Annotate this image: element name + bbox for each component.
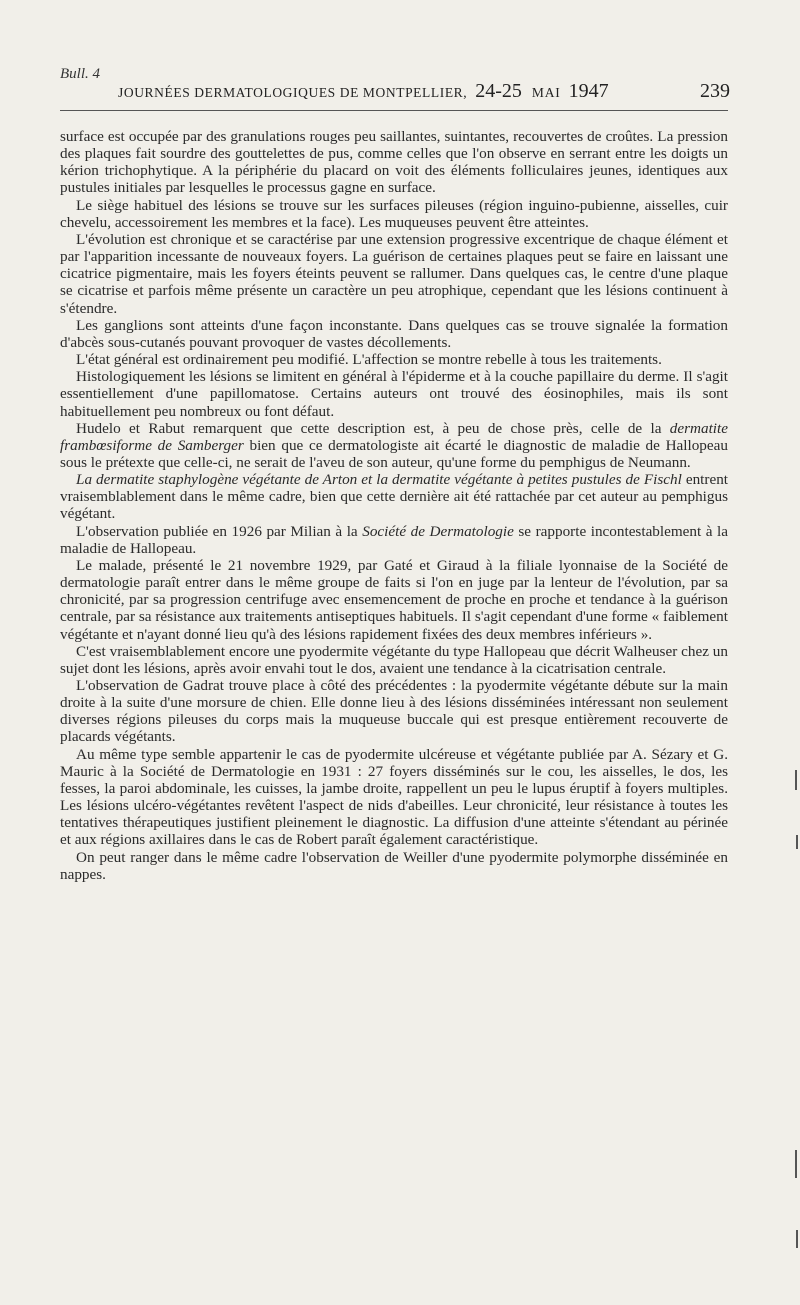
running-header [118, 80, 730, 103]
scan-edge-mark [795, 770, 797, 790]
paragraph: Histologiquement les lésions se limitent en général à l'épiderme et à la couche papillaire du derme. Il s'agit essentiellement d'une papillomatose. Certains auteurs ont trouvé des éosinophiles, mais ils sont habituellement peu nombreux ou font défaut. [60, 368, 728, 420]
scan-edge-mark [795, 1150, 797, 1178]
paragraph: Au même type semble appartenir le cas de pyodermite ulcéreuse et végétante publiée par A. Sézary et G. Mauric à la Société de Dermatologie en 1931 : 27 foyers disséminés sur le cou, les aisselles, le dos, les fesses, la paroi abdominale, les cuisses, la jambe droite, rappellent un peu le lupus éruptif à foyers multiples. Les lésions ulcéro-végétantes revêtent l'aspect de nids d'abeilles. Leur chronicité, leur résistance à toutes les tentatives thérapeutiques justifient pleinement le diagnostic. La diffusion d'une atteinte s'étendant au périnée et aux régions axillaires dans le cas de Robert paraît également caractéristique. [60, 745, 728, 849]
italic-citation: dermatite frambœsiforme de Samberger [60, 419, 728, 454]
header-dates: 24-25 [475, 80, 522, 102]
paragraph-text: bien que ce dermatologiste ait écarté le diagnostic de maladie de Hallopeau sous le prétexte que celle-ci, ne serait de l'aveu de son auteur, qu'une forme du pemphigus de Neumann. [60, 436, 728, 471]
header-rule [60, 110, 728, 111]
paragraph: L'observation de Gadrat trouve place à côté des précédentes : la pyodermite végétante débute sur la main droite à la suite d'une morsure de chien. Elle donne lieu à des lésions disséminées intéressant non seulement diverses régions pileuses du corps mais la muqueuse buccale qui est presque entièrement recouverte de placards végétants. [60, 677, 728, 746]
header-year: 1947 [568, 80, 609, 102]
paragraph-text: se rapporte incontestablement à la maladie de Hallopeau. [60, 522, 729, 557]
header-month: MAI [531, 85, 561, 100]
paragraph: Les ganglions sont atteints d'une façon inconstante. Dans quelques cas se trouve signalée la formation d'abcès sous-cutanés pouvant provoquer de vastes décollements. [60, 316, 728, 351]
paragraph: L'état général est ordinairement peu modifié. L'affection se montre rebelle à tous les traitements. [76, 351, 662, 369]
paragraph: On peut ranger dans le même cadre l'observation de Weiller d'une pyodermite polymorphe disséminée en nappes. [60, 848, 728, 883]
paragraph-text: entrent vraisemblablement dans le même cadre, bien que cette dernière ait été rattachée par cet auteur au pemphigus végétant. [60, 471, 729, 523]
journal-title: JOURNÉES DERMATOLOGIQUES DE MONTPELLIER, [118, 85, 468, 100]
scan-edge-mark [796, 835, 798, 849]
paragraph: surface est occupée par des granulations rouges peu saillantes, suintantes, recouvertes de croûtes. La pression des plaques fait sourdre des gouttelettes de pus, comme celles que l'on observe en serrant entre les doigts un kérion trichophytique. A la périphérie du placard on voit des éléments folliculaires jeunes, identiques aux pustules initiales par lesquelles le processus gagne en surface. [60, 128, 728, 197]
paragraph [60, 523, 728, 557]
paragraph: Le siège habituel des lésions se trouve sur les surfaces pileuses (région inguino-pubienne, aisselles, cuir chevelu, accessoirement les membres et la face). Les muqueuses peuvent être atteintes. [60, 196, 728, 231]
paragraph: Le malade, présenté le 21 novembre 1929, par Gaté et Giraud à la filiale lyonnaise de la Société de dermatologie paraît entrer dans le même groupe de faits si l'on en juge par la lenteur de l'évolution, par sa chronicité, par sa progression centrifuge avec ensemencement de proche en proche et tendance à la guérison centrale, par sa résistance aux traitements antiseptiques habituels. Il s'agit cependant d'une forme « faiblement végétante et n'ayant donné lieu qu'à des lésions rapidement fixées des deux membres inférieurs ». [60, 556, 728, 643]
scan-edge-mark [796, 1230, 798, 1248]
paragraph: L'évolution est chronique et se caractérise par une extension progressive excentrique de chaque élément et par l'apparition incessante de nouveaux foyers. La guérison de certaines plaques peut se faire en laissant une cicatrice pigmentaire, mais les foyers éteints peuvent se rallumer. Dans quelques cas, le centre d'une plaque se cicatrise et parfois même présente un caractère un peu atrophique, cependant que les lésions continuent à s'étendre. [60, 230, 728, 317]
italic-citation: La dermatite staphylogène végétante de Arton et la dermatite végétante à petites pustules de Fischl [76, 471, 682, 489]
page-number: 239 [700, 80, 730, 102]
paragraph-text: Hudelo et Rabut remarquent que cette description est, à peu de chose près, celle de la [76, 419, 670, 437]
bulletin-number: Bull. 4 [60, 66, 100, 82]
paragraph [60, 471, 728, 522]
paragraph-text: L'observation publiée en 1926 par Milian à la [76, 522, 363, 540]
body-text [60, 128, 728, 883]
paragraph: C'est vraisemblablement encore une pyodermite végétante du type Hallopeau que décrit Walheuser chez un sujet dont les lésions, après avoir envahi tout le dos, avaient une tendance à la cicatrisation centrale. [60, 642, 728, 677]
italic-citation: Société de Dermatologie [362, 522, 514, 540]
paragraph [60, 420, 728, 471]
